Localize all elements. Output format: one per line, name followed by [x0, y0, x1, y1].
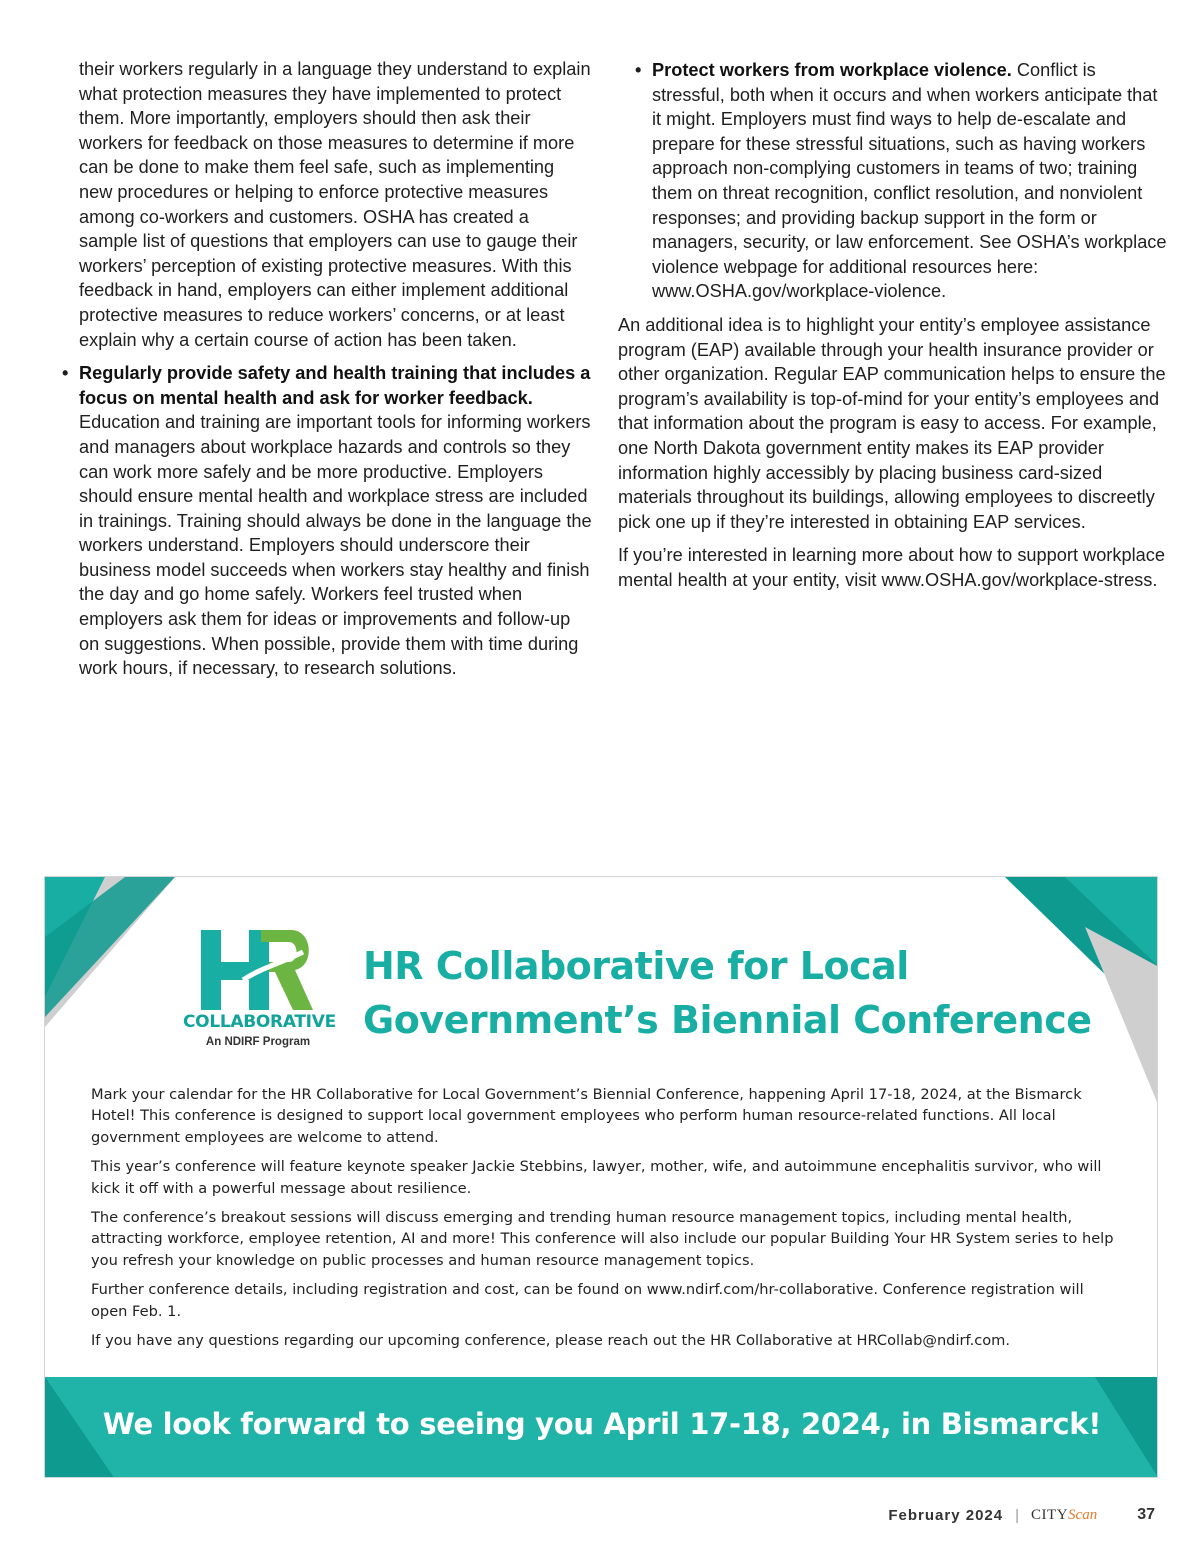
logo-subtitle: An NDIRF Program	[205, 1036, 311, 1048]
ad-body-paragraph: Mark your calendar for the HR Collaborative for Local Government’s Biennial Conference, happening April 17-18, 2024, at the Bismarck Hotel! This conference is designed to support local government employees who perform human resource-related functions. All local government employees are welcome to attend.	[91, 1086, 1082, 1146]
training-bullet-heading: Regularly provide safety and health training that includes a focus on mental health and ask for worker feedback.	[79, 363, 591, 408]
page-footer	[888, 1505, 1155, 1525]
training-bullet-text: Education and training are important tools for informing workers and managers about workplace hazards and controls so they can work more safely and be more productive. Employers should ensure mental health and workplace stress are included in trainings. Training should always be done in the language the workers understand. Employers should underscore their business model succeeds when workers stay healthy and finish the day and go home safely. Workers feel trusted when employers ask them for ideas or improvements and follow-up on suggestions. When possible, provide them with time during work hours, if necessary, to research solutions.	[79, 412, 592, 679]
ad-body-paragraph: Further conference details, including registration and cost, can be found on www.ndirf.com/hr-collaborative. Conference registration will open Feb. 1.	[91, 1281, 1084, 1320]
ad-body-paragraph: The conference’s breakout sessions will discuss emerging and trending human resource management topics, including mental health, attracting workforce, employee retention, AI and more! This conference will also include our popular Building Your HR System series to help you refresh your knowledge on public processes and human resource management topics.	[91, 1209, 1114, 1269]
violence-bullet-heading: Protect workers from workplace violence.	[652, 60, 1012, 80]
page-number: 37	[1137, 1506, 1155, 1523]
left-paragraph-1: their workers regularly in a language they understand to explain what protection measures they have implemented to protect them. More importantly, employers should then ask their workers for feedback on those measures to determine if more can be done to make them feel safe, such as implementing new procedures or helping to enforce protective measures among co-workers and customers. OSHA has created a sample list of questions that employers can use to gauge their workers’ perception of existing protective measures. With this feedback in hand, employers can either implement additional protective measures to reduce workers’ concerns, or at least explain why a certain course of action has been taken.	[79, 59, 591, 350]
footer-separator: |	[1015, 1506, 1020, 1524]
logo-wordmark: COLLABORATIVE	[183, 1012, 336, 1032]
right-column	[618, 58, 1168, 592]
ad-banner-text: We look forward to seeing you April 17-18, 2024, in Bismarck!	[102, 1407, 1102, 1441]
hr-logo-icon	[183, 922, 336, 1052]
ad-title-line-2: Government’s Biennial Conference	[363, 998, 1092, 1042]
ad-body-paragraph: This year’s conference will feature keynote speaker Jackie Stebbins, lawyer, mother, wife, and autoimmune encephalitis survivor, who will kick it off with a powerful message about resilience.	[91, 1158, 1102, 1197]
training-bullet	[62, 361, 592, 681]
conference-ad	[44, 876, 1158, 1478]
eap-paragraph: An additional idea is to highlight your entity’s employee assistance program (EAP) available through your health insurance provider or other organization. Regular EAP communication helps to ensure the program’s availability is top-of-mind for your entity’s employees and that information about the program is easy to access. For example, one North Dakota government entity makes its EAP provider information highly accessibly by placing business card-sized materials throughout its buildings, allowing employees to discreetly pick one up if they’re interested in obtaining EAP services.	[618, 314, 1166, 532]
ad-body	[91, 1084, 1121, 1359]
violence-bullet	[635, 58, 1168, 304]
ad-banner	[45, 1377, 1158, 1478]
issue-date: February 2024	[888, 1506, 1004, 1524]
violence-bullet-text: Conflict is stressful, both when it occurs and when workers anticipate that it might. Employers must find ways to help de-escalate and prepare for these stressful situations, such as having workers approach non-complying customers in teams of two; training them on threat recognition, conflict resolution, and nonviolent responses; and providing backup support in the form or managers, security, or law enforcement. See OSHA’s workplace violence webpage for additional resources here: www.OSHA.gov/workplace-violence.	[652, 60, 1167, 302]
magazine-name-city: CITY	[1031, 1506, 1069, 1523]
ad-title-line-1: HR Collaborative for Local	[363, 944, 909, 988]
ad-body-paragraph: If you have any questions regarding our upcoming conference, please reach out the HR Collaborative at HRCollab@ndirf.com.	[91, 1332, 1011, 1350]
left-column	[62, 57, 592, 681]
learn-more-paragraph: If you’re interested in learning more about how to support workplace mental health at your entity, visit www.OSHA.gov/workplace-stress.	[618, 545, 1165, 590]
magazine-name-scan: Scan	[1068, 1506, 1098, 1523]
ad-title	[363, 939, 1123, 1047]
